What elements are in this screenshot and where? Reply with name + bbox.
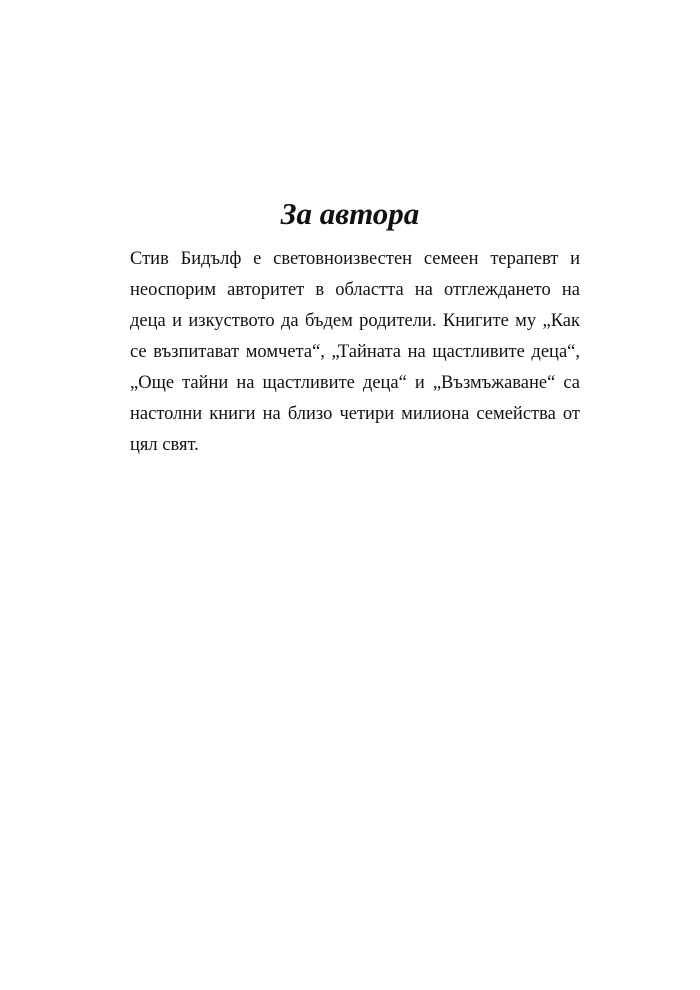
paragraph-line: деца и изкуството да бъдем родители. Книгите му „Как	[130, 311, 580, 331]
paragraph-line: настолни книги на близо четири милиона семейства от	[130, 404, 580, 424]
section-heading: За автора	[280, 196, 420, 231]
author-bio-paragraph	[130, 244, 580, 461]
paragraph-line: се възпитават момчета“, „Тайната на щастливите деца“,	[130, 342, 580, 362]
paragraph-line: Стив Бидълф е световноизвестен семеен терапевт и	[130, 249, 580, 269]
paragraph-line: неоспорим авторитет в областта на отглеждането на	[130, 280, 580, 300]
paragraph-line: цял свят.	[130, 435, 199, 455]
paragraph-line: „Още тайни на щастливите деца“ и „Възмъжаване“ са	[130, 373, 580, 393]
